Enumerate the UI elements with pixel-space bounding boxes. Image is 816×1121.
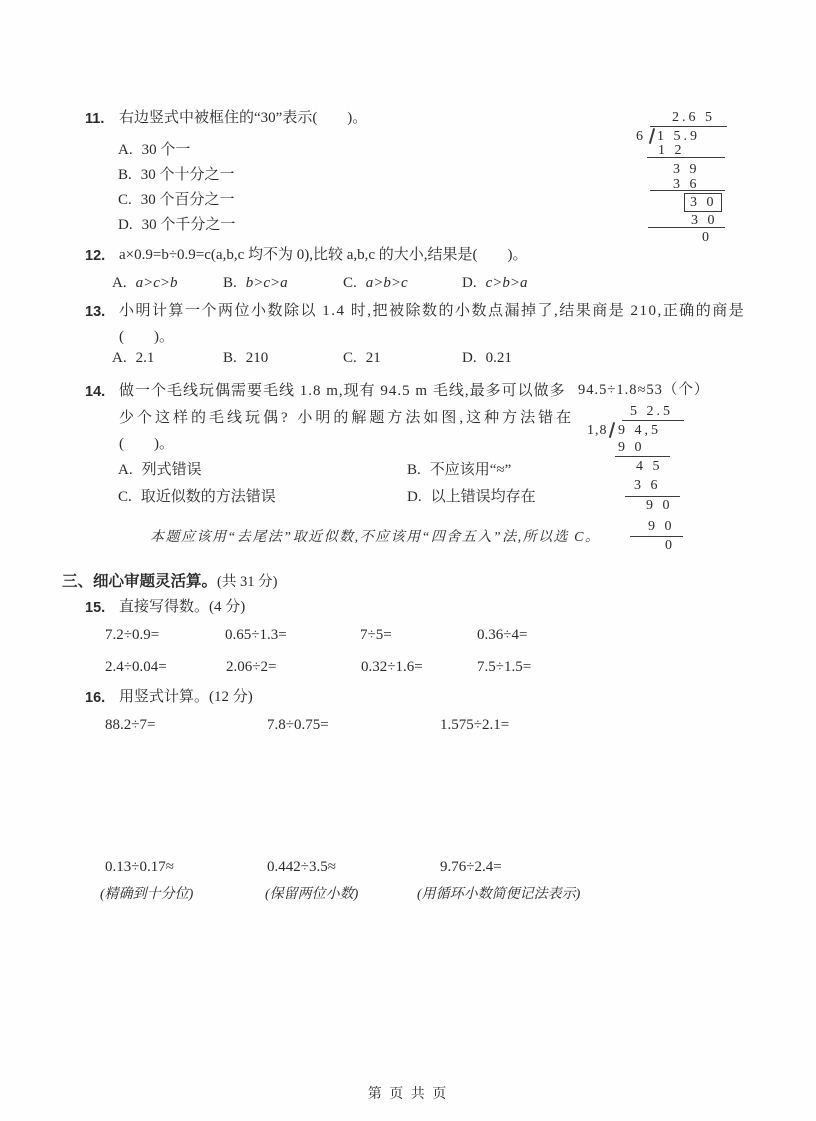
division2-remainder-2: 9 0 [646,498,673,513]
q14-option-c-text: 取近似数的方法错误 [140,489,276,505]
q14-text-line3: ( )。 [119,436,174,452]
q11-option-d-label: D. [118,217,133,233]
q15-item-5: 2.4÷0.04= [105,659,167,675]
q13-option-c-label: C. [343,350,357,366]
division-rule-2 [650,190,725,191]
division2-remainder-1: 4 5 [636,459,663,474]
division2-divisor: 1,8 [587,423,608,438]
q14-option-b-text: 不应该用“≈” [429,462,512,478]
q12-text: a×0.9=b÷0.9=c(a,b,c 均不为 0),比较 a,b,c 的大小,结果是( )。 [119,247,528,263]
q13-text-line1: 小明计算一个两位小数除以 1.4 时,把被除数的小数点漏掉了,结果商是 210,正确的商是 [119,303,746,319]
section3-heading [62,572,277,591]
q13-text-line2: ( )。 [119,329,174,345]
q16-item-2: 7.8÷0.75= [267,717,329,733]
q12-option-c [343,274,408,293]
q11-option-a-text: 30 个一 [141,142,191,158]
q11-option-d-text: 30 个千分之一 [141,217,236,233]
q16-note-2: (保留两位小数) [265,887,359,902]
q14-option-d-label: D. [407,489,422,505]
q14-option-c [118,488,276,507]
q16-item-6: 9.76÷2.4= [440,859,502,875]
q15-item-4: 0.36÷4= [477,627,528,643]
division-rule-3 [648,227,725,228]
q11-long-division [630,106,740,251]
q11-option-d [118,216,235,235]
division-subtrahend-3: 3 0 [691,213,718,228]
q15-item-2: 0.65÷1.3= [225,627,287,643]
q11-option-c [118,191,235,210]
q12-option-c-label: C. [343,275,357,291]
division2-rule-1 [615,456,670,457]
division-bracket [649,128,655,144]
q12-option-d [462,274,528,293]
division-subtrahend-2: 3 6 [673,177,700,192]
division-remainder-final: 0 [702,230,712,245]
division2-bracket [609,422,615,438]
q12-option-c-text: a>b>c [365,275,408,291]
q11-option-c-text: 30 个百分之一 [140,192,235,208]
q15-item-7: 0.32÷1.6= [361,659,423,675]
solution-equation: 94.5÷1.8≈53（个） [578,382,710,398]
division-dividend: 1 5.9 [657,129,700,144]
q12-option-a-label: A. [112,275,127,291]
division2-remainder-final: 0 [665,538,675,553]
division2-rule-2 [625,496,680,497]
q16-item-5: 0.442÷3.5≈ [267,859,336,875]
q14-text-line1: 做一个毛线玩偶需要毛线 1.8 m,现有 94.5 m 毛线,最多可以做多 [119,383,566,399]
section3-points: (共 31 分) [217,574,278,590]
q14-option-a-label: A. [118,462,133,478]
q15-item-6: 2.06÷2= [226,659,277,675]
q13-option-b-text: 210 [245,350,269,366]
q14-option-d-text: 以上错误均存在 [430,489,536,505]
q12-option-b-text: b>c>a [245,275,288,291]
division2-dividend: 9 4,5 [618,423,661,438]
q16-item-4: 0.13÷0.17≈ [105,859,174,875]
q12-option-a [112,274,178,293]
q14-number: 14. [85,384,106,400]
q11-option-c-label: C. [118,192,132,208]
q16-note-1: (精确到十分位) [100,887,194,902]
q11-option-b [118,166,235,185]
q11-option-b-label: B. [118,167,132,183]
q11-option-a [118,141,190,160]
q16-text: 用竖式计算。(12 分) [119,689,253,705]
division2-subtrahend-2: 3 6 [634,478,661,493]
q16-note-3: (用循环小数简便记法表示) [417,887,581,902]
q14-option-c-label: C. [118,489,132,505]
section3-title: 三、细心审题灵活算。 [62,573,218,590]
division2-vinculum [622,420,684,421]
division-divisor: 6 [636,129,646,144]
q14-option-a-text: 列式错误 [141,462,202,478]
q13-option-b-label: B. [223,350,237,366]
q12-option-b [223,274,288,293]
q14-answer-note: 本题应该用“去尾法”取近似数,不应该用“四舍五入”法,所以选 C。 [150,530,601,545]
q14-option-a [118,461,202,480]
q16-item-3: 1.575÷2.1= [440,717,510,733]
division-rule-1 [647,157,725,158]
division-vinculum [650,126,727,127]
q15-text: 直接写得数。(4 分) [119,599,246,615]
division2-subtrahend-1: 9 0 [618,440,645,455]
q13-option-c [343,349,381,368]
division2-rule-3 [630,536,683,537]
q12-number: 12. [85,248,106,264]
q12-option-a-text: a>c>b [135,275,178,291]
q15-item-8: 7.5÷1.5= [477,659,532,675]
q12-option-d-text: c>b>a [485,275,528,291]
division-subtrahend-1: 1 2 [658,143,685,158]
q11-text: 右边竖式中被框住的“30”表示( )。 [119,110,368,126]
page-footer: 第 页 共 页 [367,1087,449,1102]
division2-subtrahend-3: 9 0 [648,519,675,534]
q13-option-d-text: 0.21 [485,350,512,366]
q11-option-a-label: A. [118,142,133,158]
q16-number: 16. [85,690,106,706]
division2-quotient: 5 2.5 [630,404,673,419]
q15-item-3: 7÷5= [360,627,392,643]
division-remainder-1: 3 9 [673,162,700,177]
division-boxed-30-text: 3 0 [690,195,717,210]
q16-item-1: 88.2÷7= [105,717,156,733]
q14-option-d [407,488,536,507]
q14-option-b [407,461,511,480]
q15-item-1: 7.2÷0.9= [105,627,160,643]
q11-option-b-text: 30 个十分之一 [140,167,235,183]
q13-option-c-text: 21 [365,350,381,366]
q14-option-b-label: B. [407,462,421,478]
q13-option-d-label: D. [462,350,477,366]
q13-option-d [462,349,512,368]
q12-option-d-label: D. [462,275,477,291]
q13-option-a [112,349,154,368]
division-boxed-30 [684,193,722,212]
q12-option-b-label: B. [223,275,237,291]
q15-number: 15. [85,600,106,616]
q13-number: 13. [85,304,106,320]
division-quotient: 2.6 5 [672,110,715,125]
q13-option-a-label: A. [112,350,127,366]
q11-number: 11. [85,111,105,127]
q13-option-a-text: 2.1 [135,350,155,366]
q13-option-b [223,349,268,368]
q14-worked-solution [578,383,753,558]
q14-text-line2: 少个这样的毛线玩偶? 小明的解题方法如图,这种方法错在 [119,410,575,426]
